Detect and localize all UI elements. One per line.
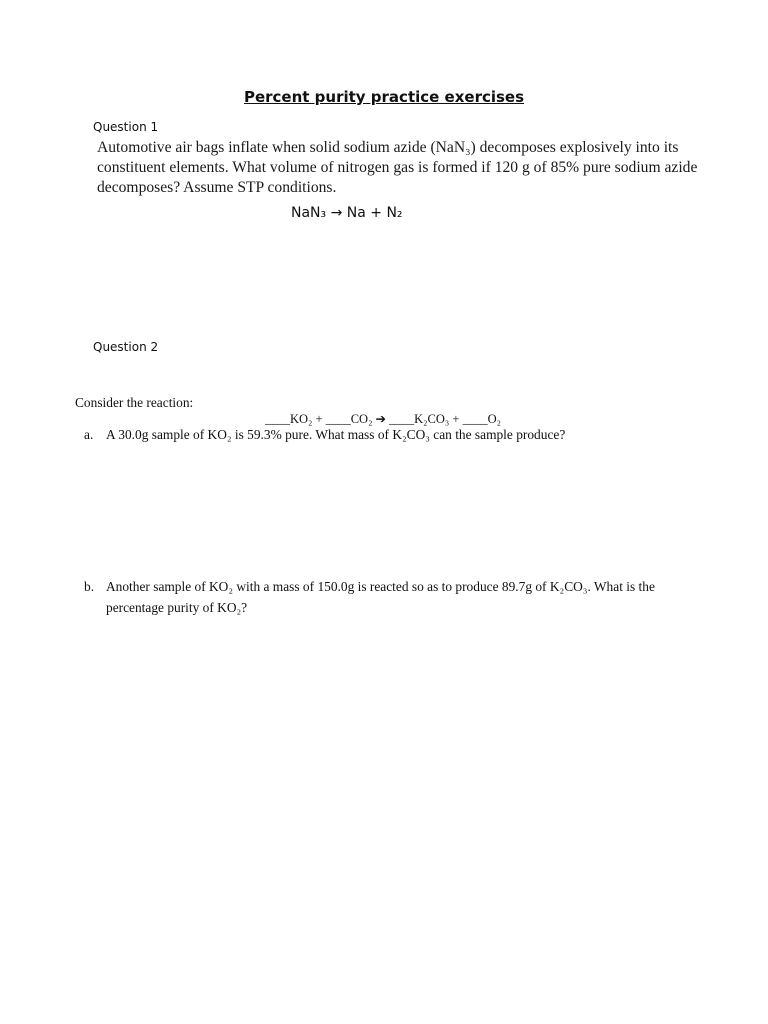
question-1-line-2: constituent elements. What volume of nitrogen gas is formed if 120 g of 85% pure sodium azide (97, 159, 698, 176)
question-2-label: Question 2 (93, 340, 159, 354)
question-1-label: Question 1 (93, 120, 159, 134)
part-b-text (106, 576, 655, 618)
question-1-equation: NaN₃ → Na + N₂ (291, 205, 403, 221)
page-title: Percent purity practice exercises (243, 88, 525, 106)
question-1-text (97, 138, 697, 198)
part-b-marker: b. (84, 579, 95, 594)
question-2-intro: Consider the reaction: (75, 395, 194, 410)
question-2-equation: ____KO₂ + ____CO₂ ➔ ____K₂CO₃ + ____O₂ (265, 412, 501, 426)
part-b-line-1: Another sample of KO₂ with a mass of 150.0g is reacted so as to produce 89.7g of K₂CO₃. What is the (106, 579, 655, 594)
question-1-line-3: decomposes? Assume STP conditions. (97, 179, 337, 196)
part-a-marker: a. (84, 427, 94, 442)
part-a-text: A 30.0g sample of KO₂ is 59.3% pure. What mass of K₂CO₃ can the sample produce? (106, 427, 566, 442)
question-1-line-1: Automotive air bags inflate when solid sodium azide (NaN₃) decomposes explosively into its (97, 139, 679, 156)
part-b-line-2: percentage purity of KO₂? (106, 600, 248, 615)
